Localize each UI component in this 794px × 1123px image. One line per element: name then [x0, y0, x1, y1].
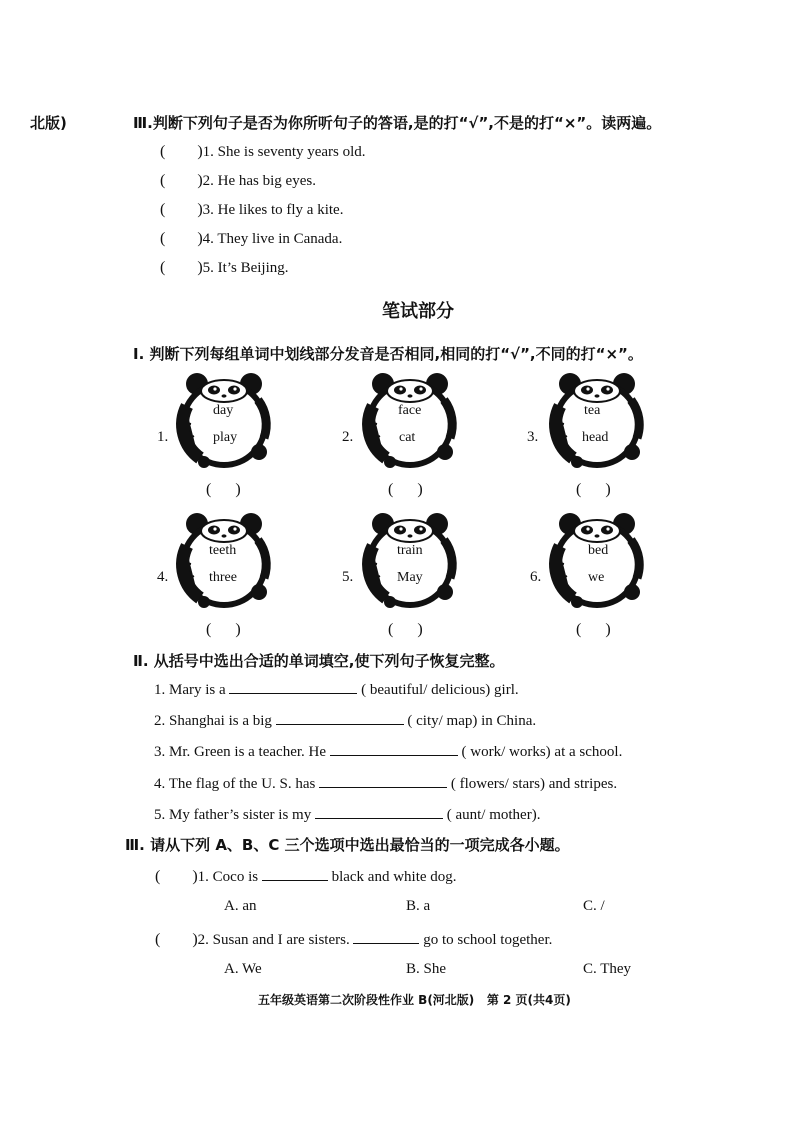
group-number: 1.	[157, 429, 169, 445]
item-text: 3. He likes to fly a kite.	[202, 202, 344, 218]
answer-blank[interactable]	[262, 866, 328, 881]
sentence-start: 2. Shanghai is a big	[154, 713, 272, 729]
answer-paren[interactable]: ( )	[388, 481, 423, 498]
item-text: 1. She is seventy years old.	[202, 144, 366, 160]
panda-icon	[358, 372, 462, 472]
item-text: 5. It’s Beijing.	[202, 260, 289, 276]
word-bottom: play	[213, 430, 238, 445]
margin-fragment: 北版)	[30, 114, 67, 132]
group-number: 2.	[342, 429, 354, 445]
panda-icon	[172, 512, 276, 612]
answer-blank[interactable]	[319, 773, 447, 788]
question-item	[155, 929, 552, 949]
fill-item	[154, 773, 617, 793]
list-item	[160, 228, 342, 248]
answer-paren[interactable]: ( )	[155, 868, 198, 885]
question-item	[155, 866, 457, 886]
list-item	[160, 141, 366, 161]
sentence-options: ( work/ works) at a school.	[461, 744, 623, 760]
panda-icon	[545, 372, 649, 472]
group-number: 6.	[530, 569, 542, 585]
sentence-options: ( city/ map) in China.	[407, 713, 537, 729]
word-bottom: May	[397, 570, 423, 585]
fill-item	[154, 710, 536, 730]
word-top: face	[398, 403, 422, 418]
word-bottom: three	[209, 570, 237, 585]
question-start: 1. Coco is	[197, 869, 259, 885]
sentence-options: ( aunt/ mother).	[446, 807, 541, 823]
answer-paren[interactable]: ( )	[206, 481, 241, 498]
word-bottom: cat	[399, 430, 416, 445]
word-top: bed	[588, 543, 609, 558]
section2-instruction: Ⅱ. 从括号中选出合适的单词填空,使下列句子恢复完整。	[133, 652, 505, 670]
answer-paren[interactable]: ( )	[160, 172, 203, 189]
answer-paren[interactable]: ( )	[160, 259, 203, 276]
fill-item	[154, 679, 519, 699]
option-a[interactable]: A. We	[224, 961, 262, 977]
panda-icon	[358, 512, 462, 612]
section1-instruction: Ⅰ. 判断下列每组单词中划线部分发音是否相同,相同的打“√”,不同的打“×”。	[133, 345, 643, 363]
question-end: black and white dog.	[331, 869, 457, 885]
word-bottom: head	[582, 430, 609, 445]
item-text: 4. They live in Canada.	[202, 231, 343, 247]
panda-icon	[545, 512, 649, 612]
sentence-start: 5. My father’s sister is my	[154, 807, 312, 823]
group-number: 5.	[342, 569, 354, 585]
answer-blank[interactable]	[330, 741, 458, 756]
list-item	[160, 199, 343, 219]
written-part-title: 笔试部分	[382, 301, 454, 322]
sentence-options: ( flowers/ stars) and stripes.	[450, 776, 618, 792]
answer-paren[interactable]: ( )	[388, 621, 423, 638]
sentence-start: 3. Mr. Green is a teacher. He	[154, 744, 327, 760]
word-top: train	[397, 543, 423, 558]
answer-blank[interactable]	[315, 804, 443, 819]
option-a[interactable]: A. an	[224, 898, 257, 914]
group-number: 4.	[157, 569, 169, 585]
fill-item	[154, 741, 622, 761]
option-b[interactable]: B. She	[406, 961, 447, 977]
answer-paren[interactable]: ( )	[160, 201, 203, 218]
sentence-start: 1. Mary is a	[154, 682, 226, 698]
answer-paren[interactable]: ( )	[206, 621, 241, 638]
panda-icon	[172, 372, 276, 472]
question-end: go to school together.	[423, 932, 553, 948]
question-start: 2. Susan and I are sisters.	[197, 932, 350, 948]
page-footer: 五年级英语第二次阶段性作业 B(河北版) 第 2 页(共4页)	[258, 993, 571, 1007]
sentence-options: ( beautiful/ delicious) girl.	[361, 682, 519, 698]
answer-blank[interactable]	[353, 929, 419, 944]
option-c[interactable]: C. They	[583, 961, 632, 977]
option-c[interactable]: C. /	[583, 898, 605, 914]
word-top: teeth	[209, 543, 237, 558]
fill-item	[154, 804, 540, 824]
group-number: 3.	[527, 429, 539, 445]
option-b[interactable]: B. a	[406, 898, 431, 914]
answer-blank[interactable]	[229, 679, 357, 694]
word-top: tea	[584, 403, 601, 418]
item-text: 2. He has big eyes.	[202, 173, 316, 189]
answer-paren[interactable]: ( )	[160, 143, 203, 160]
sentence-start: 4. The flag of the U. S. has	[154, 776, 316, 792]
answer-blank[interactable]	[276, 710, 404, 725]
section3-instruction: Ⅲ. 请从下列 A、B、C 三个选项中选出最恰当的一项完成各小题。	[125, 836, 570, 854]
word-top: day	[213, 403, 234, 418]
answer-paren[interactable]: ( )	[155, 931, 198, 948]
answer-paren[interactable]: ( )	[160, 230, 203, 247]
word-bottom: we	[588, 570, 605, 585]
listening-instruction: Ⅲ.判断下列句子是否为你所听句子的答语,是的打“√”,不是的打“×”。读两遍。	[133, 114, 662, 132]
answer-paren[interactable]: ( )	[576, 621, 611, 638]
answer-paren[interactable]: ( )	[576, 481, 611, 498]
list-item	[160, 170, 316, 190]
list-item	[160, 257, 289, 277]
